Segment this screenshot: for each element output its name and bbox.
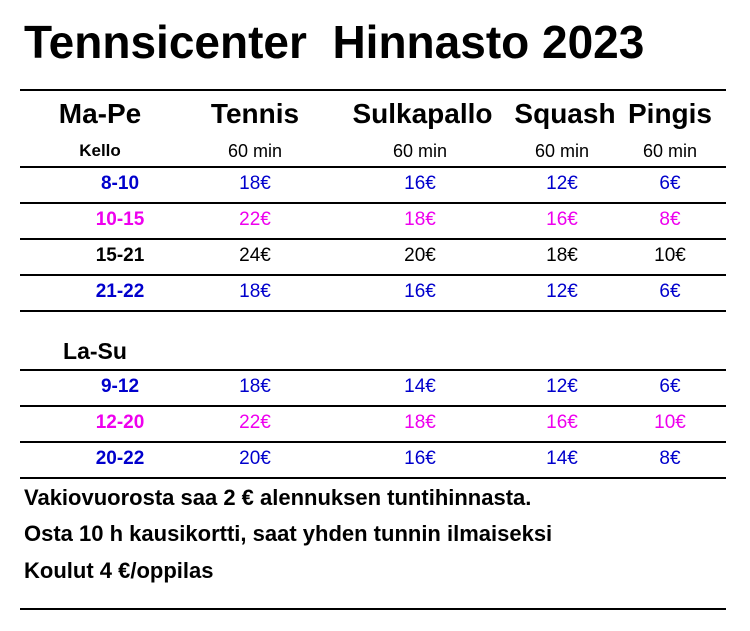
time-slot: 10-15 bbox=[95, 209, 145, 230]
price-squash: 12€ bbox=[546, 173, 578, 194]
divider bbox=[20, 608, 726, 610]
table-row bbox=[20, 169, 726, 199]
time-column-label: Kello bbox=[79, 141, 121, 160]
subheader-row bbox=[20, 136, 726, 166]
price-tennis: 18€ bbox=[239, 173, 271, 194]
price-tennis: 18€ bbox=[239, 376, 271, 397]
table-row bbox=[20, 205, 726, 235]
divider bbox=[20, 477, 726, 479]
price-tennis: 22€ bbox=[239, 412, 271, 433]
weekend-label: La-Su bbox=[63, 338, 127, 364]
duration-pingis: 60 min bbox=[642, 141, 698, 161]
divider bbox=[20, 405, 726, 407]
table-row bbox=[20, 408, 726, 438]
price-squash: 16€ bbox=[546, 412, 578, 433]
price-sulkapallo: 16€ bbox=[404, 281, 436, 302]
sport-sulkapallo: Sulkapallo bbox=[352, 98, 493, 129]
sport-squash: Squash bbox=[514, 98, 616, 129]
price-sulkapallo: 18€ bbox=[404, 209, 436, 230]
time-slot: 8-10 bbox=[100, 173, 140, 194]
time-slot: 9-12 bbox=[100, 376, 140, 397]
sport-tennis: Tennis bbox=[210, 98, 300, 129]
divider bbox=[20, 202, 726, 204]
price-sulkapallo: 18€ bbox=[404, 412, 436, 433]
table-row bbox=[20, 277, 726, 307]
price-pingis: 6€ bbox=[659, 281, 681, 302]
divider bbox=[20, 89, 726, 91]
note-line: Vakiovuorosta saa 2 € alennuksen tuntihinnasta. bbox=[24, 485, 532, 510]
price-sulkapallo: 16€ bbox=[404, 448, 436, 469]
price-sulkapallo: 20€ bbox=[404, 245, 436, 266]
header-row bbox=[20, 96, 726, 132]
price-pingis: 6€ bbox=[659, 173, 681, 194]
table-row bbox=[20, 241, 726, 271]
time-slot: 15-21 bbox=[95, 245, 145, 266]
divider bbox=[20, 441, 726, 443]
divider bbox=[20, 166, 726, 168]
duration-tennis: 60 min bbox=[227, 141, 283, 161]
divider bbox=[20, 369, 726, 371]
note-line: Koulut 4 €/oppilas bbox=[24, 558, 214, 583]
price-pingis: 6€ bbox=[659, 376, 681, 397]
price-pingis: 10€ bbox=[654, 245, 686, 266]
price-sulkapallo: 16€ bbox=[404, 173, 436, 194]
price-squash: 14€ bbox=[546, 448, 578, 469]
divider bbox=[20, 274, 726, 276]
sport-pingis: Pingis bbox=[627, 98, 712, 129]
duration-sulkapallo: 60 min bbox=[392, 141, 448, 161]
price-squash: 18€ bbox=[546, 245, 578, 266]
divider bbox=[20, 310, 726, 312]
price-pingis: 8€ bbox=[659, 448, 681, 469]
price-squash: 16€ bbox=[546, 209, 578, 230]
price-tennis: 22€ bbox=[239, 209, 271, 230]
price-tennis: 18€ bbox=[239, 281, 271, 302]
table-row bbox=[20, 444, 726, 474]
time-slot: 21-22 bbox=[95, 281, 145, 302]
time-slot: 12-20 bbox=[95, 412, 145, 433]
price-squash: 12€ bbox=[546, 281, 578, 302]
price-tennis: 24€ bbox=[239, 245, 271, 266]
price-pingis: 10€ bbox=[654, 412, 686, 433]
price-pingis: 8€ bbox=[659, 209, 681, 230]
table-row bbox=[20, 372, 726, 402]
time-slot: 20-22 bbox=[95, 448, 145, 469]
page-title: Tennsicenter Hinnasto 2023 bbox=[24, 16, 645, 68]
price-tennis: 20€ bbox=[239, 448, 271, 469]
divider bbox=[20, 238, 726, 240]
weekday-label: Ma-Pe bbox=[58, 98, 142, 129]
duration-squash: 60 min bbox=[534, 141, 590, 161]
note-line: Osta 10 h kausikortti, saat yhden tunnin ilmaiseksi bbox=[24, 521, 553, 546]
price-sulkapallo: 14€ bbox=[404, 376, 436, 397]
price-squash: 12€ bbox=[546, 376, 578, 397]
